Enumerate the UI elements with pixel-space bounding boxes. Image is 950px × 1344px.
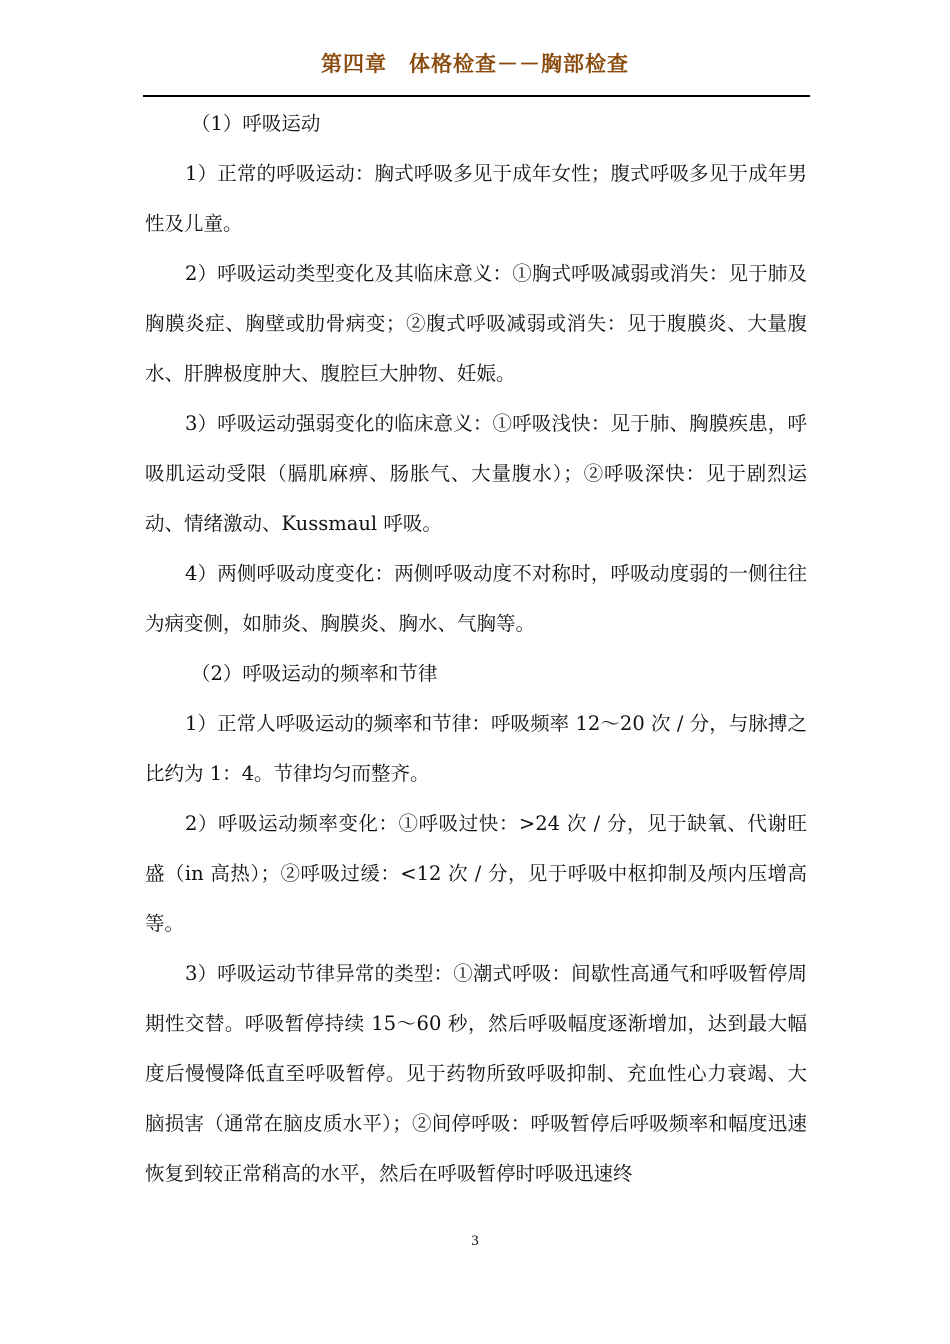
page-header: 第四章 体格检查－－胸部检查 (321, 52, 629, 76)
paragraph: 2）呼吸运动类型变化及其临床意义：①胸式呼吸减弱或消失：见于肺及胸膜炎症、胸壁或肋骨病变；②腹式呼吸减弱或消失：见于腹膜炎、大量腹水、肝脾极度肿大、腹腔巨大肿物、妊娠。 (145, 262, 807, 385)
paragraph: 1）正常人呼吸运动的频率和节律：呼吸频率 12～20 次 / 分，与脉搏之比约为 1：4。节律均匀而整齐。 (145, 712, 807, 785)
header-divider (143, 95, 810, 97)
section-heading: （2）呼吸运动的频率和节律 (191, 662, 438, 685)
document-body (145, 99, 807, 1199)
page-number: 3 (471, 1233, 479, 1249)
paragraph: 4）两侧呼吸动度变化：两侧呼吸动度不对称时，呼吸动度弱的一侧往往为病变侧，如肺炎、胸膜炎、胸水、气胸等。 (145, 562, 807, 635)
paragraph: 1）正常的呼吸运动：胸式呼吸多见于成年女性；腹式呼吸多见于成年男性及儿童。 (145, 162, 807, 235)
paragraph: 3）呼吸运动节律异常的类型：①潮式呼吸：间歇性高通气和呼吸暂停周期性交替。呼吸暂停持续 15～60 秒，然后呼吸幅度逐渐增加，达到最大幅度后慢慢降低直至呼吸暂停。见于药物所致呼吸抑制、充血性心力衰竭、大脑损害（通常在脑皮质水平）；②间停呼吸：呼吸暂停后呼吸频率和幅度迅速恢复到较正常稍高的水平，然后在呼吸暂停时呼吸迅速终 (145, 962, 807, 1185)
paragraph: 3）呼吸运动强弱变化的临床意义：①呼吸浅快：见于肺、胸膜疾患，呼吸肌运动受限（膈肌麻痹、肠胀气、大量腹水）；②呼吸深快：见于剧烈运动、情绪激动、Kussmaul 呼吸。 (145, 412, 807, 535)
paragraph: 2）呼吸运动频率变化：①呼吸过快：>24 次 / 分，见于缺氧、代谢旺盛（in 高热）；②呼吸过缓：<12 次 / 分，见于呼吸中枢抑制及颅内压增高等。 (145, 812, 807, 935)
section-heading: （1）呼吸运动 (191, 112, 321, 135)
